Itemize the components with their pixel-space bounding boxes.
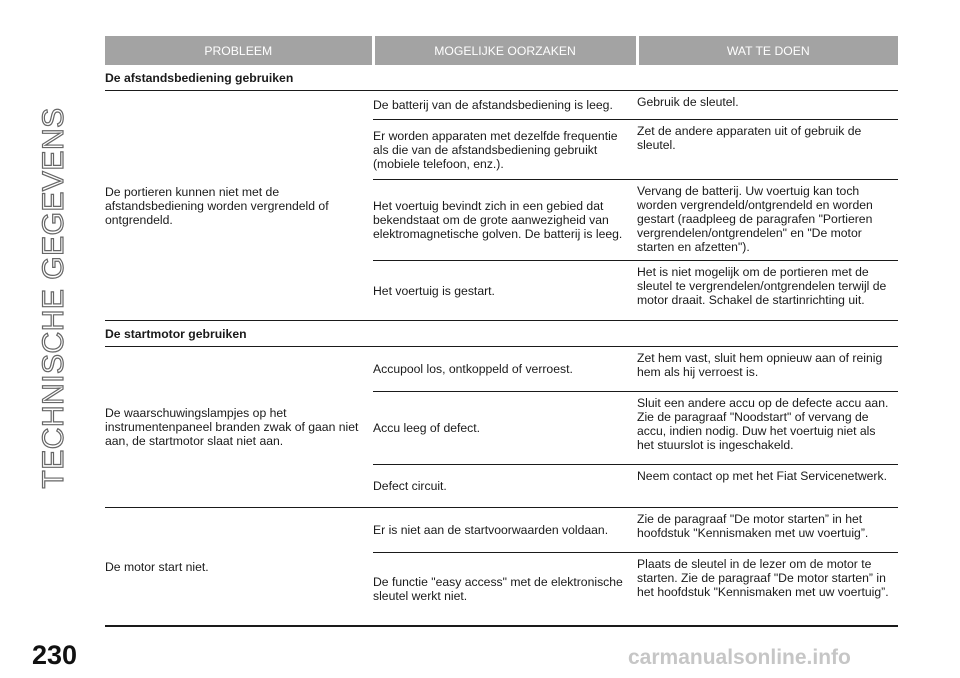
- table-row: [105, 508, 898, 553]
- header-problem: PROBLEEM: [105, 36, 373, 65]
- cause-cell: Er worden apparaten met dezelfde frequentie als die van de afstandsbediening gebruikt (mobiele telefoon, enz.).: [373, 120, 637, 180]
- remedy-cell: Sluit een andere accu op de defecte accu aan. Zie de paragraaf "Noodstart" of vervang de accu, indien nodig. Duw het voertuig niet als het stuurslot is ingeschakeld.: [637, 392, 898, 465]
- section-row: [105, 321, 898, 347]
- cause-cell: Het voertuig is gestart.: [373, 261, 637, 321]
- cause-cell: De functie "easy access" met de elektronische sleutel werkt niet.: [373, 553, 637, 627]
- cause-cell: Accu leeg of defect.: [373, 392, 637, 465]
- chapter-side-title: TECHNISCHE GEGEVENS: [37, 107, 70, 489]
- problem-cell: De portieren kunnen niet met de afstandsbediening worden vergrendeld of ontgrendeld.: [105, 91, 373, 321]
- problem-cell: De motor start niet.: [105, 508, 373, 627]
- section-title: De startmotor gebruiken: [105, 321, 898, 347]
- section-title: De afstandsbediening gebruiken: [105, 65, 898, 91]
- table-row: [105, 91, 898, 120]
- remedy-cell: Vervang de batterij. Uw voertuig kan toch worden vergrendeld/ontgrendeld en worden gestart (raadpleeg de paragrafen "Portieren vergrendelen/ontgrendelen" en "De motor starten en afzetten").: [637, 180, 898, 261]
- remedy-cell: Plaats de sleutel in de lezer om de motor te starten. Zie de paragraaf "De motor starten” in het hoofdstuk "Kennismaken met uw voertuig”.: [637, 553, 898, 627]
- cause-cell: Defect circuit.: [373, 465, 637, 508]
- table-row: [105, 347, 898, 392]
- header-causes: MOGELIJKE OORZAKEN: [373, 36, 637, 65]
- remedy-cell: Het is niet mogelijk om de portieren met de sleutel te vergrendelen/ontgrendelen terwijl de motor draait. Schakel de startinrichting uit.: [637, 261, 898, 321]
- table-header-row: [105, 36, 898, 65]
- cause-cell: Accupool los, ontkoppeld of verroest.: [373, 347, 637, 392]
- cause-cell: Er is niet aan de startvoorwaarden voldaan.: [373, 508, 637, 553]
- section-row: [105, 65, 898, 91]
- remedy-cell: Zet de andere apparaten uit of gebruik de sleutel.: [637, 120, 898, 180]
- remedy-cell: Gebruik de sleutel.: [637, 91, 898, 120]
- remedy-cell: Neem contact op met het Fiat Servicenetwerk.: [637, 465, 898, 508]
- header-remedy: WAT TE DOEN: [637, 36, 898, 65]
- page-number: 230: [32, 640, 78, 670]
- problem-cell: De waarschuwingslampjes op het instrumentenpaneel branden zwak of gaan niet aan, de startmotor slaat niet aan.: [105, 347, 373, 508]
- cause-cell: Het voertuig bevindt zich in een gebied dat bekendstaat om de grote aanwezigheid van elektromagnetische golven. De batterij is leeg.: [373, 180, 637, 261]
- watermark: carmanualsonline.info: [628, 646, 851, 669]
- remedy-cell: Zet hem vast, sluit hem opnieuw aan of reinig hem als hij verroest is.: [637, 347, 898, 392]
- remedy-cell: Zie de paragraaf "De motor starten” in het hoofdstuk "Kennismaken met uw voertuig”.: [637, 508, 898, 553]
- cause-cell: De batterij van de afstandsbediening is leeg.: [373, 91, 637, 120]
- troubleshooting-table: [105, 36, 898, 627]
